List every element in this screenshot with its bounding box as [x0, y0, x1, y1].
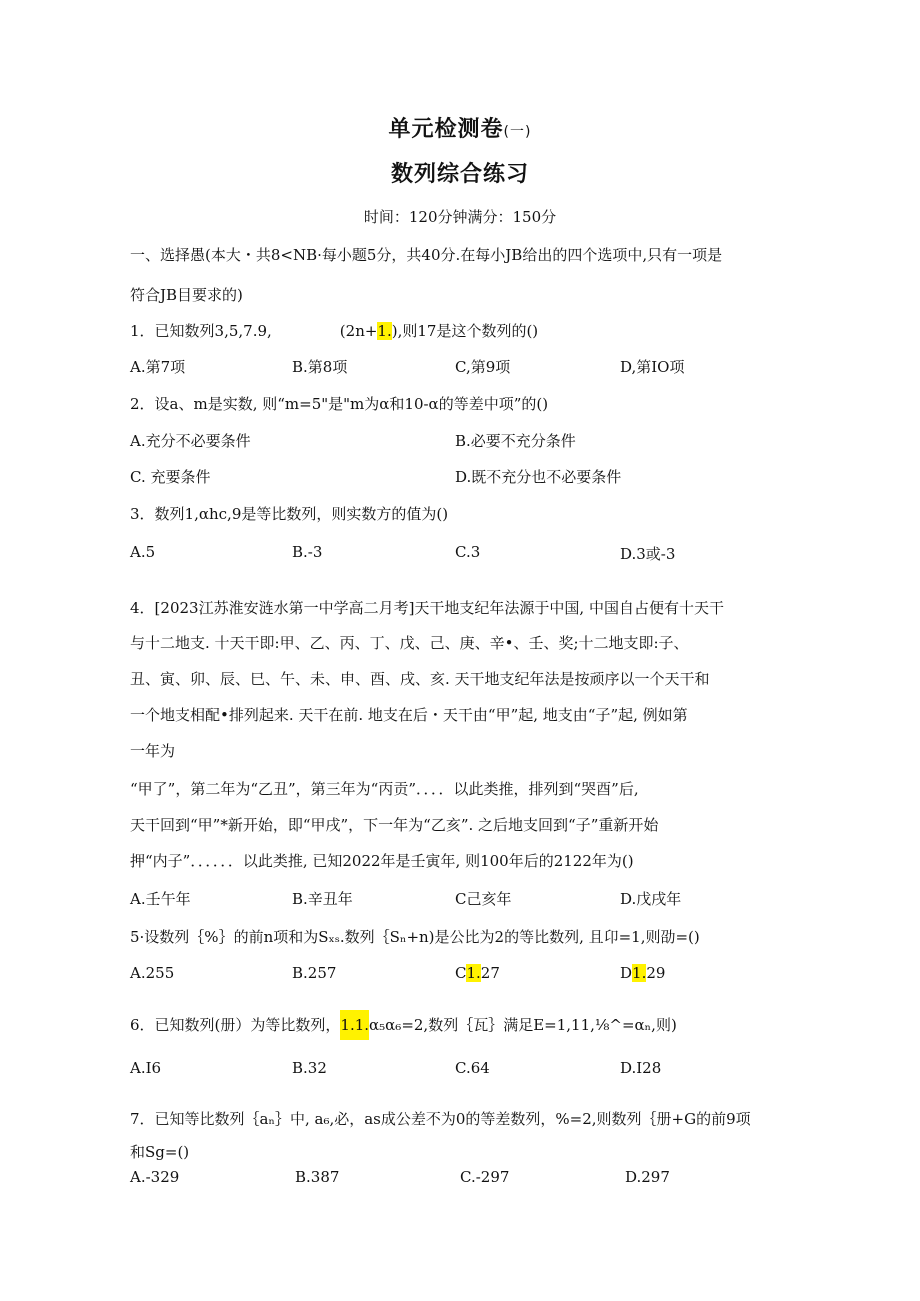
q5-option-d-highlight: 1.: [632, 964, 647, 982]
q4-option-c: C己亥年: [455, 890, 512, 908]
q3-option-b: B.-3: [292, 543, 323, 561]
q5-option-d-label: D: [620, 964, 633, 982]
q4-line-5: 一年为: [130, 742, 176, 760]
q6-option-d: D.I28: [620, 1059, 662, 1077]
q6-option-a: A.I6: [130, 1059, 162, 1077]
q1-option-c: C,第9项: [455, 358, 511, 376]
q3-option-a: A.5: [130, 543, 156, 561]
section-instruction-line1: 一、选择愚(本大・共8<NB·每小题5分，共40分.在每小JB给出的四个选项中,只有一项是: [130, 246, 723, 264]
title-main: 单元检测卷: [388, 117, 504, 142]
q6-stem-b: α₅α₆=2,数列｛瓦｝满足E=1,11,⅛^=αₙ,则): [369, 1016, 677, 1034]
q4-line-1: 4．[2023江苏淮安涟水第一中学高二月考]天干地支纪年法源于中国, 中国自占便有十天干: [130, 599, 724, 617]
q4-line-2: 与十二地支. 十天干即:甲、乙、丙、丁、戊、己、庚、辛•、壬、奖;十二地支即:子、: [130, 634, 689, 652]
q7-line-1: 7．已知等比数列｛aₙ｝中, a₆,必，as成公差不为0的等差数列，%=2,则数列｛册+G的前9项: [130, 1110, 751, 1128]
q6-option-c: C.64: [455, 1059, 490, 1077]
q5-option-b: B.257: [292, 964, 337, 982]
q1-option-b: B.第8项: [292, 358, 348, 376]
q5-option-c-highlight: 1.: [466, 964, 481, 982]
q1-option-d: D,第IO项: [620, 358, 685, 376]
section-instruction-line2: 符合JB目要求的): [130, 286, 243, 304]
q4-option-b: B.辛丑年: [292, 890, 353, 908]
q1-stem-b: (2n+: [339, 322, 378, 340]
q3-option-c: C.3: [455, 543, 481, 561]
q5-stem: 5·设数列｛%｝的前n项和为Sₓₛ.数列｛Sₙ+n)是公比为2的等比数列, 且卬=1,则劭=(): [130, 928, 700, 946]
page-subtitle: 数列综合练习: [390, 162, 529, 187]
q7-option-c: C.-297: [460, 1168, 510, 1186]
q2-option-a: A.充分不必要条件: [130, 432, 251, 450]
q1-option-a: A.第7项: [130, 358, 186, 376]
q4-line-4: 一个地支相配•排列起来. 天干在前. 地支在后・天干由“甲”起, 地支由“子”起, 例如第: [130, 706, 688, 724]
q1-highlight: 1.: [377, 322, 392, 340]
q7-option-a: A.-329: [130, 1168, 180, 1186]
q2-option-c: C. 充要条件: [130, 468, 211, 486]
q1-stem: [130, 320, 538, 341]
q7-line-2: 和Sg=(): [130, 1143, 190, 1161]
q7-option-b: B.387: [295, 1168, 340, 1186]
page-title: [0, 112, 920, 143]
q5-option-d-rest: 29: [646, 964, 666, 982]
q6-stem: [130, 1014, 677, 1035]
q4-option-d: D.戊戌年: [620, 890, 682, 908]
q5-option-c-label: C: [455, 964, 467, 982]
q7-option-d: D.297: [625, 1168, 670, 1186]
exam-meta: 时间：120分钟满分：150分: [363, 208, 557, 226]
q4-line-3: 丑、寅、卯、辰、巳、午、未、申、酉、戌、亥. 天干地支纪年法是按顽序以一个天干和: [130, 670, 710, 688]
q6-stem-a: 6．已知数列(册）为等比数列，: [130, 1016, 341, 1034]
q5-option-c: [455, 964, 500, 982]
q4-option-a: A.壬午年: [130, 890, 191, 908]
q3-stem: 3．数列1,αhc,9是等比数列，则实数方的值为(): [130, 505, 449, 523]
title-suffix: (一): [503, 124, 532, 140]
q6-highlight: 1.1.: [340, 1010, 369, 1040]
q4-line-6: “甲了”，第二年为“乙丑”，第三年为“丙贡”．．．．以此类推，排列到“哭酉”后,: [130, 780, 639, 798]
q3-option-d: D.3或-3: [620, 545, 676, 563]
q1-stem-a: 1．已知数列3,5,7.9,: [130, 322, 272, 340]
q5-option-a: A.255: [130, 964, 175, 982]
q6-option-b: B.32: [292, 1059, 327, 1077]
q4-line-7: 天干回到“甲”*新开始，即“甲戌”，下一年为“乙亥”. 之后地支回到“子”重新开始: [130, 816, 659, 834]
q5-option-c-rest: 27: [480, 964, 500, 982]
q4-line-8: 押“内子”．．．．．．以此类推, 已知2022年是壬寅年, 则100年后的2122年为(): [130, 852, 634, 870]
q5-option-d: [620, 964, 665, 982]
q2-option-d: D.既不充分也不必要条件: [455, 468, 622, 486]
q1-stem-c: ),则17是这个数列的(): [391, 322, 539, 340]
q2-option-b: B.必要不充分条件: [455, 432, 576, 450]
q2-stem: 2．设a、m是实数, 则“m=5"是"m为α和10-α的等差中项”的(): [130, 395, 549, 413]
